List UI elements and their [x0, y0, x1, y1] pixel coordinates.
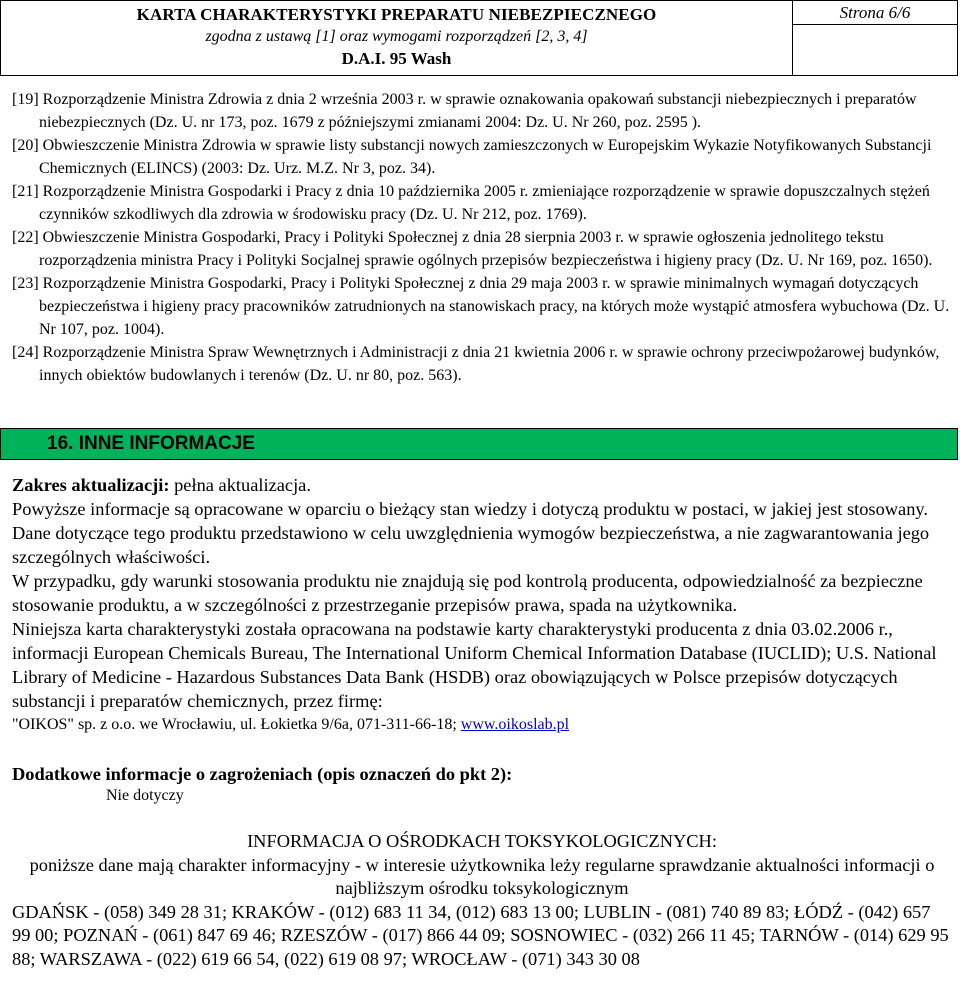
references-list: [12, 88, 956, 387]
firm-website-link[interactable]: www.oikoslab.pl: [460, 716, 570, 733]
section-title: 16. INNE INFORMACJE: [47, 433, 255, 454]
header-title-block: [1, 1, 793, 75]
additional-hazards-heading: Dodatkowe informacje o zagrożeniach (opis oznaczeń do pkt 2):: [12, 764, 513, 784]
document-header: [0, 0, 958, 76]
other-information: [12, 473, 952, 737]
info-paragraph-3: Niniejsza karta charakterystyki została opracowana na podstawie karty charakterystyki producenta z dnia 03.02.2006 r., informacji European Chemicals Bureau, The International Uniform Chemical Information Database (IUCLID); U.S. National Library of Medicine - Hazardous Substances Data Bank (HSDB) oraz obowiązujących w Polsce przepisów dotyczących substancji i preparatów chemicznych, przez firmę:: [12, 619, 937, 711]
centers-subtitle: poniższe dane mają charakter informacyjny - w interesie użytkownika leży regularne sprawdzanie aktualności informacji o najbliższym ośrodku toksykologicznym: [29, 854, 935, 898]
firm-info: [12, 713, 952, 737]
reference-22: [22] Obwieszczenie Ministra Gospodarki, Pracy i Polityki Społecznej z dnia 28 sierpnia 2003 r. w sprawie ogłoszenia jednolitego tekstu rozporządzenia ministra Pracy i Polityki Socjalnej sprawie ogólnych przepisów bezpieczeństwa i higieny pracy (Dz. U. Nr 169, poz. 1650).: [12, 229, 933, 269]
document-title: KARTA CHARAKTERYSTYKI PREPARATU NIEBEZPIECZNEGO: [136, 5, 657, 24]
info-paragraph-2: W przypadku, gdy warunki stosowania produktu nie znajdują się pod kontrolą producenta, odpowiedzialność za bezpieczne stosowanie produktu, a w szczególności z przestrzeganie przepisów prawa, spada na użytkownika.: [12, 571, 923, 615]
section-heading-16: [0, 428, 958, 460]
info-paragraph-1: Powyższe informacje są opracowane w oparciu o bieżący stan wiedzy i dotyczą produktu w postaci, w jakiej jest stosowany. Dane dotyczące tego produktu przedstawiono w celu uwzględnienia wymogów bezpieczeństwa, a nie zagwarantowania jego szczególnych właściwości.: [12, 499, 930, 567]
reference-19: [19] Rozporządzenie Ministra Zdrowia z dnia 2 września 2003 r. w sprawie oznakowania opakowań substancji niebezpiecznych i preparatów niebezpiecznych (Dz. U. nr 173, poz. 1679 z późniejszymi zmianami 2004: Dz. U. Nr 260, poz. 2595 ).: [12, 91, 917, 131]
document-subtitle: zgodna z ustawą [1] oraz wymogami rozporządzeń [2, 3, 4]: [205, 28, 588, 45]
update-label: Zakres aktualizacji:: [12, 475, 170, 495]
centers-list: GDAŃSK - (058) 349 28 31; KRAKÓW - (012) 683 11 34, (012) 683 13 00; LUBLIN - (081) 740 89 83; ŁÓDŹ - (042) 657 99 00; POZNAŃ - (061) 847 69 46; RZESZÓW - (017) 866 44 09; SOSNOWIEC - (032) 266 11 45; TARNÓW - (014) 629 95 88; WARSZAWA - (022) 619 66 54, (022) 619 08 97; WROCŁAW - (071) 343 30 08: [12, 901, 949, 969]
reference-21: [21] Rozporządzenie Ministra Gospodarki i Pracy z dnia 10 października 2005 r. zmieniające rozporządzenie w sprawie dopuszczalnych stężeń czynników szkodliwych dla zdrowia w środowisku pracy (Dz. U. Nr 212, poz. 1769).: [12, 183, 930, 223]
firm-text: "OIKOS" sp. z o.o. we Wrocławiu, ul. Łokietka 9/6a, 071-311-66-18;: [12, 716, 461, 733]
update-value: pełna aktualizacja.: [169, 475, 311, 495]
centers-title: INFORMACJA O OŚRODKACH TOKSYKOLOGICZNYCH:: [247, 831, 717, 851]
update-scope: [12, 473, 952, 497]
reference-24: [24] Rozporządzenie Ministra Spraw Wewnętrznych i Administracji z dnia 21 kwietnia 2006 r. w sprawie ochrony przeciwpożarowej budynków, innych obiektów budowlanych i terenów (Dz. U. nr 80, poz. 563).: [12, 344, 940, 384]
page-number: Strona 6/6: [793, 1, 957, 25]
reference-20: [20] Obwieszczenie Ministra Zdrowia w sprawie listy substancji nowych zamieszczonych w Europejskim Wykazie Notyfikowanych Substancji Chemicznych (ELINCS) (2003: Dz. Urz. M.Z. Nr 3, poz. 34).: [12, 137, 932, 177]
additional-hazards-value: Nie dotyczy: [106, 787, 184, 804]
product-name: D.A.I. 95 Wash: [341, 49, 452, 68]
toxicology-centers: [12, 830, 952, 971]
reference-23: [23] Rozporządzenie Ministra Gospodarki, Pracy i Polityki Społecznej z dnia 29 maja 2003 r. w sprawie minimalnych wymagań dotyczących bezpieczeństwa i higieny pracy pracowników zatrudnionych na stanowiskach pracy, na których może wystąpić atmosfera wybuchowa (Dz. U. Nr 107, poz. 1004).: [12, 275, 950, 338]
